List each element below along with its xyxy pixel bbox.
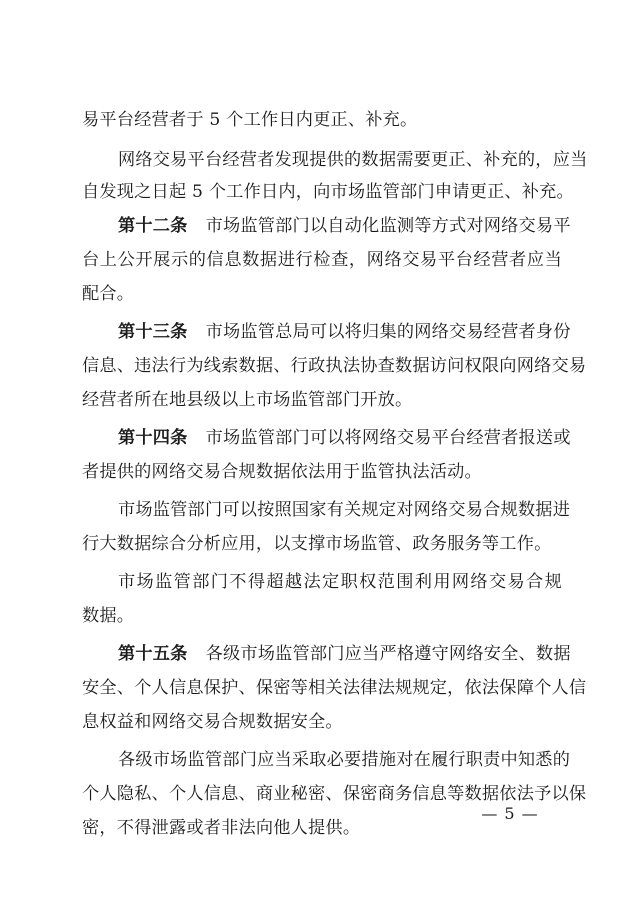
text-line: 息权益和网络交易合规数据安全。 [82, 712, 343, 732]
text-line: 各级市场监管部门应当采取必要措施对在履行职责中知悉的 [118, 750, 571, 770]
article-13-heading: 第十三条 [118, 322, 188, 342]
text-line: 个人隐私、个人信息、商业秘密、保密商务信息等数据依法予以保 [82, 784, 587, 804]
article-14-heading: 第十四条 [118, 428, 188, 448]
article-14-line [118, 426, 571, 450]
text-line: 各级市场监管部门应当严格遵守网络安全、数据 [205, 644, 571, 664]
text-line: 自发现之日起 5 个工作日内，向市场监管部门申请更正、补充。 [82, 182, 574, 202]
text-line: 信息、违法行为线索数据、行政执法协查数据访问权限向网络交易 [82, 356, 587, 376]
text-line: 市场监管部门以自动化监测等方式对网络交易平 [205, 216, 571, 236]
article-15-heading: 第十五条 [118, 644, 188, 664]
article-15-line [118, 642, 571, 666]
text-line: 易平台经营者于 5 个工作日内更正、补充。 [82, 110, 418, 130]
text-line: 市场监管部门可以按照国家有关规定对网络交易合规数据进 [118, 500, 571, 520]
text-line: 数据。 [82, 606, 135, 626]
text-line: 密，不得泄露或者非法向他人提供。 [82, 818, 361, 838]
text-line: 者提供的网络交易合规数据依法用于监管执法活动。 [82, 462, 482, 482]
article-12-heading: 第十二条 [118, 216, 188, 236]
text-line: 市场监管总局可以将归集的网络交易经营者身份 [205, 322, 571, 342]
text-line: 网络交易平台经营者发现提供的数据需要更正、补充的，应当 [118, 150, 588, 170]
text-line: 市场监管部门可以将网络交易平台经营者报送或 [205, 428, 571, 448]
text-line: 行大数据综合分析应用，以支撑市场监管、政务服务等工作。 [82, 534, 552, 554]
text-line: 市场监管部门不得超越法定职权范围利用网络交易合规 [118, 572, 562, 592]
article-12-line [118, 214, 571, 238]
page-number: — 5 — [481, 804, 539, 823]
text-line: 安全、个人信息保护、保密等相关法律法规规定，依法保障个人信 [82, 678, 587, 698]
text-line: 经营者所在地县级以上市场监管部门开放。 [82, 390, 413, 410]
article-13-line [118, 320, 571, 344]
text-line: 配合。 [82, 284, 135, 304]
text-line: 台上公开展示的信息数据进行检查，网络交易平台经营者应当 [82, 250, 562, 270]
